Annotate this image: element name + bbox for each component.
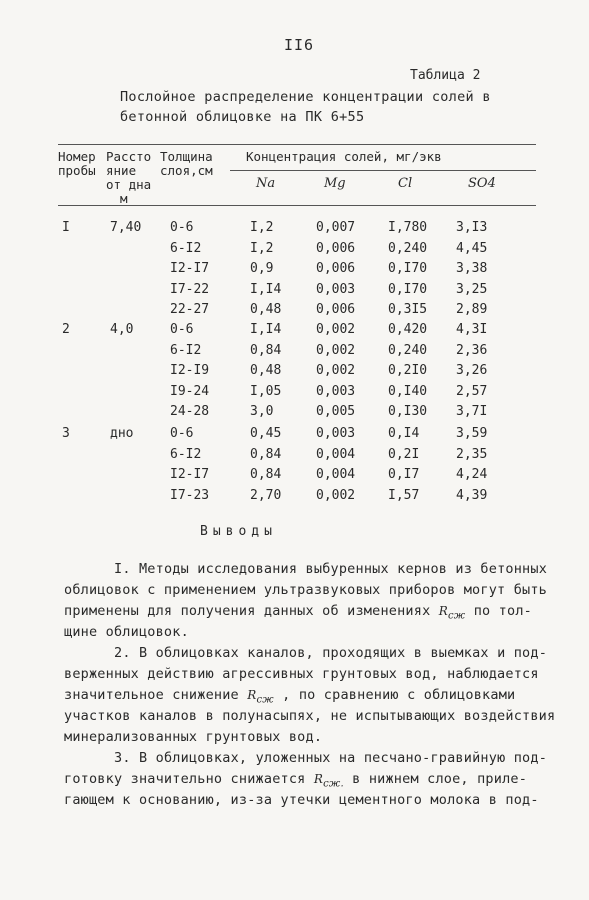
cell-cl: 0,240 (388, 342, 428, 358)
cell-so4: 3,7I (456, 404, 488, 419)
cell-na: I,2 (250, 240, 274, 256)
ion-cl: Cl (398, 176, 413, 191)
para1-line-3: применены для получения данных об изменениях $R_{сж}$ по тол- (64, 603, 532, 622)
cell-mg: 0,006 (316, 261, 356, 276)
cell-layer: 24-28 (170, 404, 210, 419)
cell-cl: 0,I7 (388, 467, 420, 482)
cell-na: 0,84 (250, 446, 282, 462)
cell-layer: I2-I7 (170, 467, 210, 482)
para1-line-4: щине облицовок. (64, 624, 189, 640)
cell-so4: 4,39 (456, 487, 488, 503)
ion-na: Na (256, 176, 276, 191)
cell-mg: 0,003 (316, 281, 356, 297)
table-caption-line-1: Послойное распределение концентрации солей в (120, 89, 491, 105)
cell-mg: 0,003 (316, 383, 356, 399)
cell-distance: 4,0 (110, 322, 134, 337)
cell-mg: 0,002 (316, 363, 356, 378)
symbol-r-sj: $R_{сж}$ (438, 604, 466, 622)
cell-na: 0,48 (250, 363, 282, 378)
cell-na: 0,48 (250, 302, 282, 317)
cell-na: 0,84 (250, 467, 282, 482)
cell-cl: I,780 (388, 220, 428, 235)
cell-cl: 0,240 (388, 240, 428, 256)
para2-line-3: значительное снижение $R_{сж}$ , по сравнению с облицовками (64, 687, 516, 706)
cell-na: 3,0 (250, 404, 274, 419)
cell-layer: 0-6 (170, 322, 194, 337)
cell-mg: 0,002 (316, 322, 356, 337)
cell-layer: 0-6 (170, 220, 194, 235)
cell-na: 0,84 (250, 342, 282, 358)
cell-layer: I2-I9 (170, 363, 210, 378)
cell-layer: 22-27 (170, 302, 210, 317)
ion-so4: SO4 (468, 176, 496, 191)
cell-na: 0,45 (250, 426, 282, 441)
page-number: II6 (284, 36, 315, 54)
para3-line-1: 3. В облицовках, уложенных на песчано-гравийную под- (114, 750, 548, 766)
cell-so4: 3,38 (456, 261, 488, 276)
header-bottom-rule (58, 205, 536, 206)
cell-so4: 4,24 (456, 467, 488, 482)
cell-cl: 0,I40 (388, 383, 428, 399)
cell-layer: I9-24 (170, 383, 210, 399)
cell-mg: 0,003 (316, 426, 356, 441)
cell-mg: 0,006 (316, 302, 356, 317)
cell-cl: 0,I30 (388, 404, 428, 419)
cell-mg: 0,006 (316, 240, 356, 256)
cell-so4: 4,45 (456, 240, 488, 256)
cell-cl: 0,3I5 (388, 302, 428, 317)
cell-na: I,I4 (250, 281, 282, 297)
para3-line-2: готовку значительно снижается $R_{сж.}$ в нижнем слое, приле- (64, 771, 528, 790)
cell-cl: 0,2I (388, 446, 420, 462)
cell-cl: 0,420 (388, 322, 428, 337)
header-probe-number: Номер пробы (58, 149, 96, 178)
cell-so4: 2,89 (456, 302, 488, 317)
cell-so4: 3,26 (456, 363, 488, 378)
cell-so4: 2,36 (456, 342, 488, 358)
cell-na: I,05 (250, 383, 282, 399)
cell-cl: 0,I70 (388, 261, 428, 276)
para2-line-2: верженных действию агрессивных грунтовых вод, наблюдается (64, 666, 539, 682)
cell-probe: 3 (62, 426, 70, 441)
para2-line-4: участков каналов в полунасыпях, не испытывающих воздействия (64, 708, 556, 724)
cell-distance: 7,40 (110, 220, 142, 235)
cell-na: 2,70 (250, 487, 282, 503)
cell-so4: 2,57 (456, 383, 488, 399)
cell-na: I,I4 (250, 322, 282, 337)
cell-so4: 3,25 (456, 281, 488, 297)
cell-so4: 2,35 (456, 446, 488, 462)
table-label: Таблица 2 (410, 68, 481, 83)
para2-line-1: 2. В облицовках каналов, проходящих в выемках и под- (114, 645, 548, 661)
cell-layer: 6-I2 (170, 446, 202, 462)
header-layer-thickness: Толщина слоя,см (160, 149, 213, 178)
cell-na: 0,9 (250, 261, 274, 276)
cell-layer: I7-23 (170, 487, 210, 503)
symbol-r-sj: $R_{сж}$ (247, 688, 274, 706)
ion-mg: Mg (324, 176, 346, 191)
cell-mg: 0,005 (316, 404, 356, 419)
cell-layer: 6-I2 (170, 240, 202, 256)
cell-probe: 2 (62, 322, 70, 337)
cell-cl: 0,2I0 (388, 363, 428, 378)
cell-mg: 0,002 (316, 487, 356, 503)
cell-probe: I (62, 220, 70, 235)
table-caption-line-2: бетонной облицовке на ПК 6+55 (120, 109, 365, 125)
para1-line-2: облицовок с применением ультразвуковых приборов могут быть (64, 582, 548, 598)
cell-so4: 4,3I (456, 322, 488, 337)
para3-line-3: гающем к основанию, из-за утечки цементного молока в под- (64, 792, 539, 808)
cell-cl: I,57 (388, 487, 420, 503)
cell-cl: 0,I4 (388, 426, 420, 441)
cell-mg: 0,002 (316, 342, 356, 358)
cell-layer: I2-I7 (170, 261, 210, 276)
header-group-rule (230, 170, 536, 171)
cell-distance: дно (110, 426, 134, 441)
cell-so4: 3,59 (456, 426, 488, 441)
conclusions-title: Выводы (200, 524, 277, 539)
cell-na: I,2 (250, 220, 274, 235)
cell-layer: I7-22 (170, 281, 210, 297)
header-distance: Рассто яние от дна м (106, 149, 152, 206)
cell-mg: 0,004 (316, 467, 356, 482)
cell-layer: 0-6 (170, 426, 194, 441)
cell-cl: 0,I70 (388, 281, 428, 297)
cell-so4: 3,I3 (456, 220, 488, 235)
cell-mg: 0,004 (316, 446, 356, 462)
para1-line-1: I. Методы исследования выбуренных кернов из бетонных (114, 561, 548, 577)
table-top-rule (58, 144, 536, 145)
symbol-r-sj: $R_{сж.}$ (313, 772, 344, 790)
para2-line-5: минерализованных грунтовых вод. (64, 729, 323, 745)
header-concentration-group: Концентрация солей, мг/экв (246, 149, 442, 164)
cell-mg: 0,007 (316, 220, 356, 235)
cell-layer: 6-I2 (170, 342, 202, 358)
